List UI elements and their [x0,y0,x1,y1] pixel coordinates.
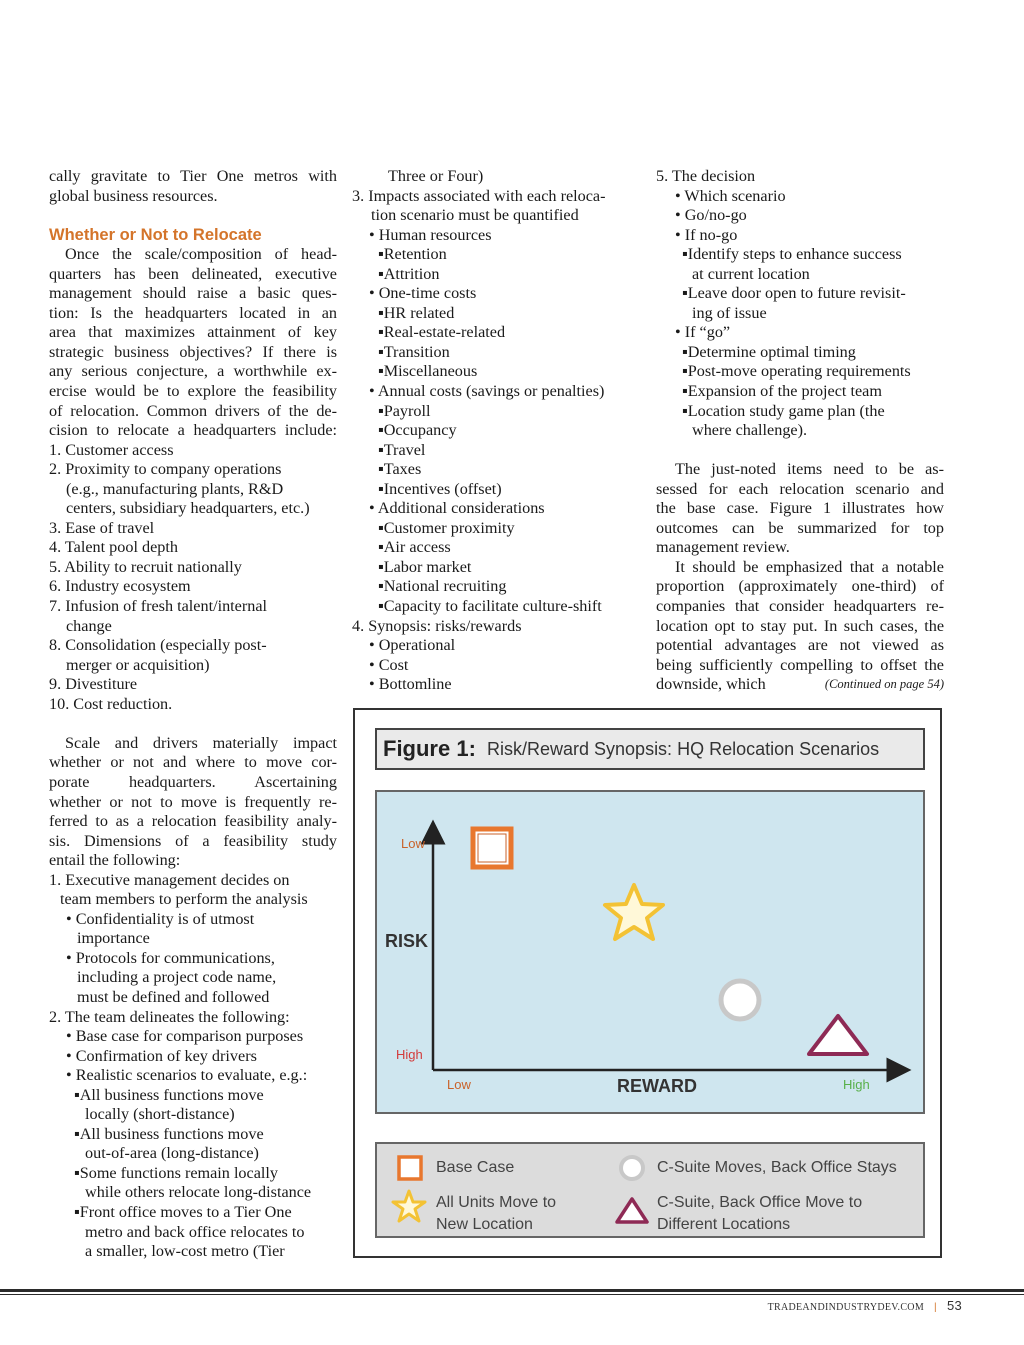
list-item: • Human resources [369,225,492,244]
text-line: entail the following: [49,851,181,870]
list-item: 1. Customer access [49,440,174,459]
list-item: while others relocate long-distance [85,1183,312,1202]
text-line: global business resources. [49,186,218,205]
list-item: ▪All business functions move [74,1124,264,1143]
list-item: ▪Miscellaneous [378,362,478,381]
y-high-label: High [396,1047,423,1062]
x-high-label: High [843,1077,870,1092]
list-item: must be defined and followed [77,987,270,1006]
legend-c-suite-back-line2: Different Locations [657,1216,791,1233]
list-item: at current location [692,264,810,283]
legend-triangle-icon [617,1199,647,1222]
text-line: strategic business objectives? If there is [49,342,337,361]
list-item: centers, subsidiary headquarters, etc.) [66,499,310,518]
list-item: metro and back office relocates to [85,1222,305,1241]
list-item: • Additional considerations [369,499,545,518]
list-item: • Go/no-go [675,206,747,225]
legend-c-suite-back-line1: C-Suite, Back Office Move to [657,1194,863,1211]
list-item: (e.g., manufacturing plants, R&D [66,479,284,498]
list-item: • One-time costs [369,284,477,303]
list-item: ▪Real-estate-related [378,323,506,342]
list-item: • If no-go [675,225,738,244]
footer-rule [0,1289,1024,1292]
text-line: management review. [656,538,790,557]
text-line: management should raise a basic ques- [49,284,337,303]
list-item: out-of-area (long-distance) [85,1144,259,1163]
section-heading: Whether or Not to Relocate [49,225,262,244]
continued-note: (Continued on page 54) [824,677,944,692]
list-item: • Confirmation of key drivers [66,1046,257,1065]
col1-steps-list [49,871,337,1262]
text-line: any serious conjecture, a worthwhile ex- [49,362,337,381]
figure-title: Risk/Reward Synopsis: HQ Relocation Scenarios [487,739,880,759]
list-item: ▪Transition [378,342,450,361]
col1-intro [49,167,337,206]
list-item: a smaller, low-cost metro (Tier [85,1242,285,1261]
page-footer [768,1298,962,1313]
list-item: team members to perform the analysis [60,890,308,909]
legend-all-units-line1: All Units Move to [436,1194,557,1211]
list-item: • Bottomline [369,675,452,694]
text-line: ferred to as a relocation feasibility analy- [49,812,337,831]
col3-last-text: downside, which [656,675,766,694]
list-item: Three or Four) [388,167,484,185]
list-item: 2. Proximity to company operations [49,460,282,479]
base-case-square-icon [473,829,511,867]
text-line: ercise would be to explore the feasibility [49,382,337,401]
page-number: 53 [946,1298,962,1313]
text-line: The just-noted items need to be as- [675,460,944,479]
list-item: • Protocols for communications, [66,948,275,967]
text-line: Scale and drivers materially impact [65,733,337,752]
list-item: ▪Incentives (offset) [378,479,502,498]
col1-paragraph-2 [49,734,337,871]
legend-square-icon [399,1157,421,1179]
col1-paragraph-1 [49,245,337,440]
text-line: area that maximizes attainment of key [49,323,337,342]
list-item: 6. Industry ecosystem [49,577,191,596]
footer-site: TRADEANDINDUSTRYDEV.COM [767,1302,925,1313]
plot-area [375,790,925,1114]
list-item: ▪Leave door open to future revisit- [682,284,906,303]
col2-list [352,167,642,695]
x-axis-label: REWARD [617,1076,697,1096]
list-item: 2. The team delineates the following: [49,1007,290,1026]
list-item: 7. Infusion of fresh talent/internal [49,597,268,616]
col3-last-line [656,675,944,695]
column-3 [656,167,944,695]
all-units-star-icon [605,885,663,939]
text-line: sessed for each relocation scenario and [656,479,944,498]
col3-paragraph-1 [656,460,944,558]
list-item: ▪Expansion of the project team [682,382,882,401]
c-suite-moves-circle-icon [721,981,759,1019]
list-item: change [66,616,112,635]
list-item: ▪Occupancy [378,421,457,440]
risk-reward-plot [377,792,923,1112]
list-item: ▪Travel [378,440,426,459]
list-item: • Operational [369,636,456,655]
list-item: • Confidentiality is of utmost [66,909,255,928]
list-item: ▪Payroll [378,401,431,420]
col3-list [656,167,944,441]
list-item: including a project code name, [77,968,277,987]
footer-separator: | [934,1302,937,1313]
list-item: • Realistic scenarios to evaluate, e.g.: [66,1066,308,1085]
text-line: being sufficiently compelling to offset the [656,655,944,674]
list-item: ▪Customer proximity [378,518,515,537]
text-line: potential advantages are not viewed as [656,636,944,655]
list-item: ▪Location study game plan (the [682,401,885,420]
list-item: where challenge). [692,421,808,440]
list-item: ing of issue [692,303,767,322]
text-line: quarters has been delineated, executive [49,264,337,283]
figure-legend [375,1142,925,1238]
text-line: porate headquarters. Ascertaining [49,772,337,791]
list-item: 3. Impacts associated with each reloca- [352,186,606,205]
text-line: proportion (approximately one-third) of [656,577,944,596]
col3-paragraph-2 [656,558,944,675]
text-line: whether or not to move is frequently re- [49,792,337,811]
col1-drivers-list [49,441,337,715]
legend-star-icon [393,1191,425,1221]
legend-c-suite-moves: C-Suite Moves, Back Office Stays [657,1159,897,1176]
list-item: ▪All business functions move [74,1085,264,1104]
list-item: locally (short-distance) [85,1105,235,1124]
list-item: ▪Taxes [378,460,422,479]
list-item: ▪Air access [378,538,451,557]
list-item: 10. Cost reduction. [49,694,173,713]
list-item: • Which scenario [675,186,786,205]
list-item: ▪Labor market [378,557,472,576]
x-low-label: Low [447,1077,471,1092]
list-item: ▪Capacity to facilitate culture-shift [378,597,602,616]
column-2 [352,167,642,695]
list-item: • If “go” [675,323,731,342]
list-item: ▪Some functions remain locally [74,1163,278,1182]
list-item: • Annual costs (savings or penalties) [369,382,605,401]
text-line: tion: Is the headquarters located in an [49,303,337,322]
list-item: ▪Front office moves to a Tier One [74,1202,292,1221]
list-item: 4. Synopsis: risks/rewards [352,616,522,635]
text-line: the base case. Figure 1 illustrates how [656,499,944,518]
text-line: outcomes can be summarized for top [656,518,944,537]
list-item: ▪Retention [378,245,447,264]
list-item: ▪HR related [378,303,455,322]
column-1 [49,167,337,1262]
list-item: 4. Talent pool depth [49,538,178,557]
legend-base-case: Base Case [436,1159,515,1176]
text-line: companies that consider headquarters re- [656,597,944,616]
list-item: 3. Ease of travel [49,518,155,537]
c-suite-back-office-triangle-icon [809,1016,867,1054]
list-item: • Cost [369,655,409,674]
list-item: 1. Executive management decides on [49,870,290,889]
list-item: 5. Ability to recruit nationally [49,557,242,576]
list-item: ▪Post-move operating requirements [682,362,911,381]
list-item: • Base case for comparison purposes [66,1027,304,1046]
text-line: sis. Dimensions of a feasibility study [49,831,337,850]
list-item: ▪Attrition [378,264,440,283]
text-line: cision to relocate a headquarters include: [49,421,337,440]
list-item: ▪Identify steps to enhance success [682,245,902,264]
legend-circle-icon [621,1157,643,1179]
text-line: whether or not and where to move cor- [49,753,337,772]
list-item: 5. The decision [656,167,756,185]
list-item: tion scenario must be quantified [371,206,579,225]
y-low-label: Low [401,836,425,851]
list-item: merger or acquisition) [66,655,210,674]
text-line: It should be emphasized that a notable [675,557,944,576]
text-line: cally gravitate to Tier One metros with [49,167,337,185]
list-item: importance [77,929,150,948]
figure-title-box [375,728,925,770]
list-item: ▪Determine optimal timing [682,342,856,361]
y-axis-label: RISK [385,931,429,951]
text-line: location opt to stay put. In such cases, the [656,616,944,635]
figure-1 [353,708,942,1258]
list-item: 8. Consolidation (especially post- [49,636,267,655]
text-line: Once the scale/composition of head- [65,245,337,264]
list-item: 9. Divestiture [49,675,138,694]
text-line: of relocation. Common drivers of the de- [49,401,337,420]
legend-all-units-line2: New Location [436,1216,533,1233]
footer-rule-thin [0,1294,1024,1295]
figure-label: Figure 1: [383,736,476,761]
list-item: ▪National recruiting [378,577,507,596]
